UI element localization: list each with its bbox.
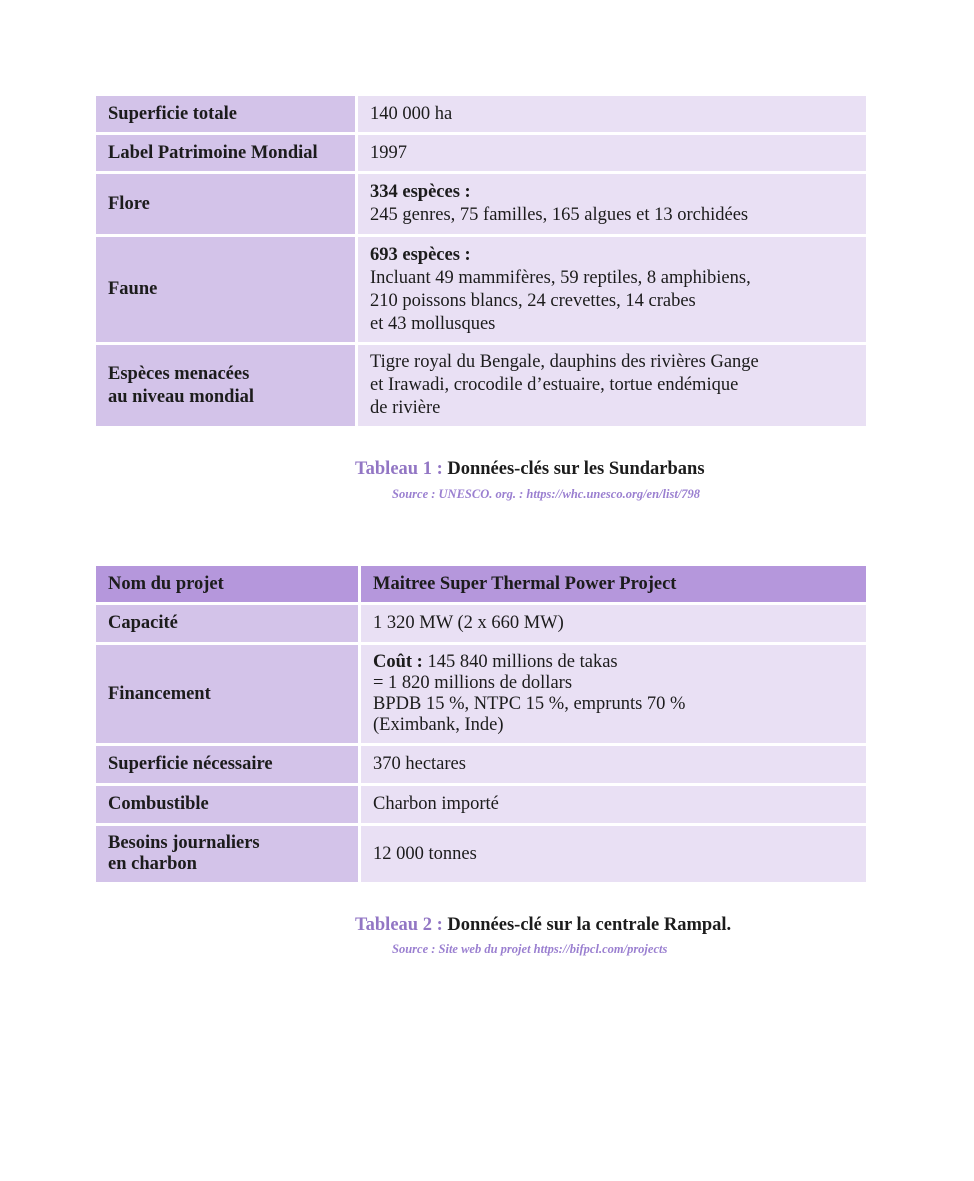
table-row bbox=[96, 135, 866, 174]
table-row bbox=[96, 96, 866, 135]
label-line: au niveau mondial bbox=[108, 386, 254, 407]
row-value: 12 000 tonnes bbox=[361, 826, 866, 885]
table-row bbox=[96, 826, 866, 885]
table-caption bbox=[355, 459, 705, 480]
rampal-key-data-table bbox=[96, 566, 866, 885]
value-title: Coût : bbox=[373, 652, 423, 672]
row-value: 140 000 ha bbox=[358, 96, 866, 135]
row-label: Combustible bbox=[96, 786, 361, 826]
table-source: Source : UNESCO. org. : https://whc.unesco.org/en/list/798 bbox=[392, 487, 701, 501]
row-label: Financement bbox=[96, 645, 361, 746]
table-row bbox=[96, 174, 866, 237]
value-line: et 43 mollusques bbox=[370, 313, 496, 334]
row-value bbox=[358, 237, 866, 345]
row-label: Superficie totale bbox=[96, 96, 358, 135]
value-line: Incluant 49 mammifères, 59 reptiles, 8 amphibiens, bbox=[370, 267, 751, 288]
row-label: Faune bbox=[96, 237, 358, 345]
value-line: 210 poissons blancs, 24 crevettes, 14 crabes bbox=[370, 290, 696, 311]
value-line bbox=[373, 652, 854, 673]
value-line: et Irawadi, crocodile d’estuaire, tortue endémique bbox=[370, 375, 739, 395]
table-row bbox=[96, 645, 866, 746]
caption-title: Données-clés sur les Sundarbans bbox=[447, 459, 705, 479]
table-row bbox=[96, 746, 866, 786]
table-source: Source : Site web du projet https://bifpcl.com/projects bbox=[392, 942, 668, 956]
value-line: BPDB 15 %, NTPC 15 %, emprunts 70 % bbox=[373, 694, 686, 714]
label-line: en charbon bbox=[108, 854, 197, 874]
row-label bbox=[96, 345, 358, 429]
row-label: Superficie nécessaire bbox=[96, 746, 361, 786]
caption-number: Tableau 1 : bbox=[355, 459, 443, 479]
table-row bbox=[96, 345, 866, 429]
row-label: Flore bbox=[96, 174, 358, 237]
value-line: de rivière bbox=[370, 398, 441, 418]
row-value: 370 hectares bbox=[361, 746, 866, 786]
row-label bbox=[96, 826, 361, 885]
value-line: Tigre royal du Bengale, dauphins des rivières Gange bbox=[370, 352, 759, 372]
table-row bbox=[96, 605, 866, 645]
row-value: 1 320 MW (2 x 660 MW) bbox=[361, 605, 866, 645]
value-line: = 1 820 millions de dollars bbox=[373, 673, 573, 693]
table-header-row bbox=[96, 566, 866, 605]
row-label: Capacité bbox=[96, 605, 361, 645]
value-text: 145 840 millions de takas bbox=[422, 652, 618, 672]
row-value: Charbon importé bbox=[361, 786, 866, 826]
row-label: Label Patrimoine Mondial bbox=[96, 135, 358, 174]
value-title: 334 espèces : bbox=[370, 182, 471, 202]
value-line: (Eximbank, Inde) bbox=[373, 715, 504, 735]
row-value bbox=[358, 174, 866, 237]
value-title: 693 espèces : bbox=[370, 244, 471, 265]
caption-number: Tableau 2 : bbox=[355, 915, 443, 935]
row-value bbox=[358, 345, 866, 429]
header-label: Nom du projet bbox=[96, 566, 361, 605]
label-line: Besoins journaliers bbox=[108, 833, 260, 853]
value-line: 245 genres, 75 familles, 165 algues et 13 orchidées bbox=[370, 205, 749, 225]
row-value: 1997 bbox=[358, 135, 866, 174]
sundarbans-key-data-table bbox=[96, 96, 866, 429]
caption-title: Données-clé sur la centrale Rampal. bbox=[447, 915, 732, 935]
header-value: Maitree Super Thermal Power Project bbox=[361, 566, 866, 605]
label-line: Espèces menacées bbox=[108, 363, 250, 384]
table-caption bbox=[355, 915, 731, 936]
row-value bbox=[361, 645, 866, 746]
table-row bbox=[96, 237, 866, 345]
table-row bbox=[96, 786, 866, 826]
